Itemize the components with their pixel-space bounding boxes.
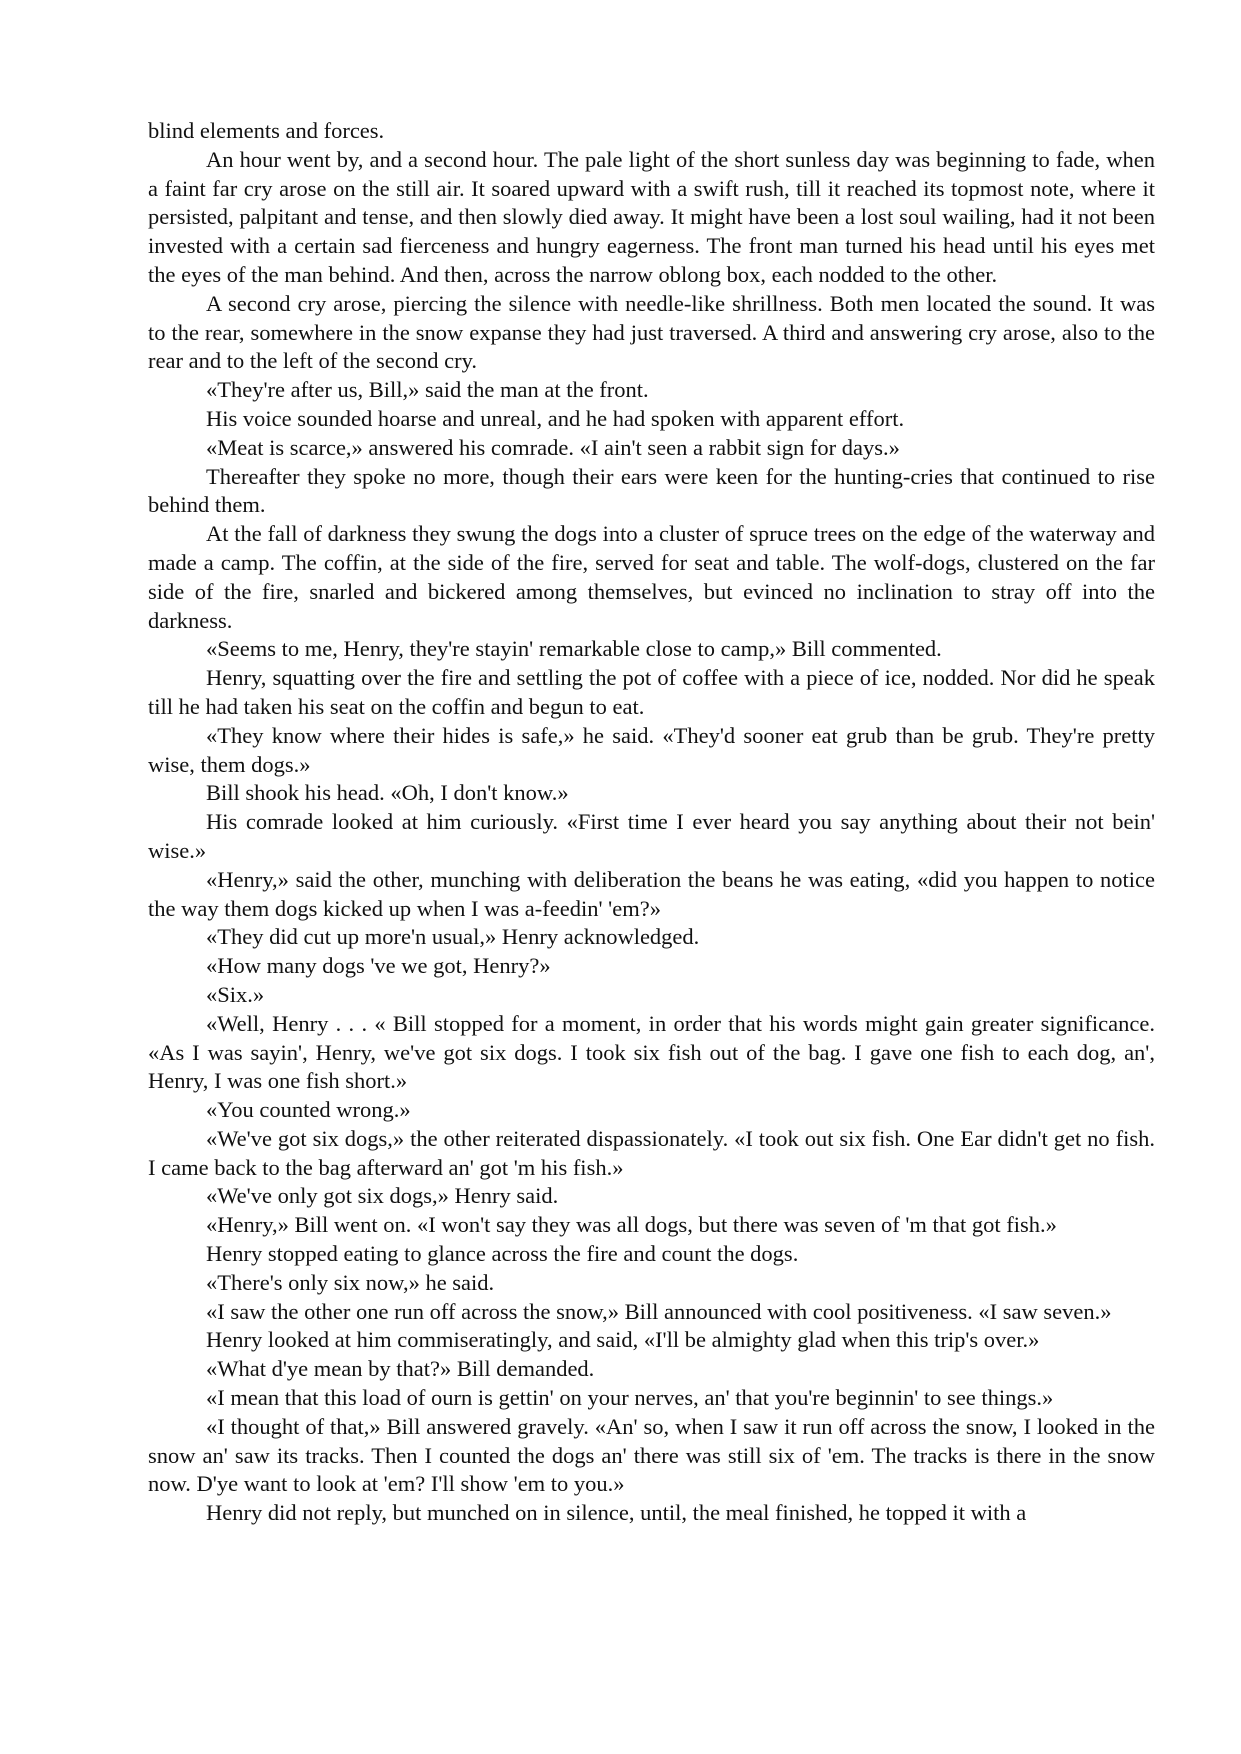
paragraph: «Six.»	[206, 981, 265, 1007]
paragraph: At the fall of darkness they swung the dogs into a cluster of spruce trees on the edge of the waterway and made a camp. The coffin, at the side of the fire, served for seat and table. The wolf-dogs, clustered on the far side of the fire, snarled and bickered among themselves, but evinced no inclination to stray off into the darkness.	[148, 521, 1155, 633]
paragraph: Thereafter they spoke no more, though their ears were keen for the hunting-cries that continued to rise behind them.	[148, 463, 1155, 518]
paragraph: His comrade looked at him curiously. «First time I ever heard you say anything about their not bein' wise.»	[148, 809, 1155, 863]
paragraph: «I saw the other one run off across the snow,» Bill announced with cool positiveness. «I saw seven.»	[206, 1298, 1112, 1324]
paragraph: «Henry,» Bill went on. «I won't say they was all dogs, but there was seven of 'm that got fish.»	[206, 1212, 1057, 1238]
paragraph: «We've only got six dogs,» Henry said.	[206, 1183, 559, 1209]
paragraph: blind elements and forces.	[148, 118, 385, 143]
paragraph: «I thought of that,» Bill answered gravely. «An' so, when I saw it run off across the snow, I looked in the snow an' saw its tracks. Then I counted the dogs an' there was still six of 'em. The tracks is there in the snow now. D'ye want to look at 'em? I'll show 'em to you.»	[148, 1413, 1155, 1497]
paragraph: «Meat is scarce,» answered his comrade. «I ain't seen a rabbit sign for days.»	[206, 434, 900, 460]
paragraph: «You counted wrong.»	[206, 1097, 411, 1123]
paragraph: Bill shook his head. «Oh, I don't know.»	[206, 780, 569, 806]
paragraph: «They did cut up more'n usual,» Henry acknowledged.	[206, 924, 700, 950]
paragraph: «I mean that this load of ourn is gettin' on your nerves, an' that you're beginnin' to see things.»	[206, 1385, 1054, 1411]
paragraph: «What d'ye mean by that?» Bill demanded.	[206, 1356, 595, 1382]
paragraph: «We've got six dogs,» the other reiterated dispassionately. «I took out six fish. One Ear didn't get no fish. I came back to the bag afterward an' got 'm his fish.»	[148, 1125, 1155, 1180]
paragraph: «Well, Henry . . . « Bill stopped for a moment, in order that his words might gain greater significance. «As I was sayin', Henry, we've got six dogs. I took six fish out of the bag. I gave one fish to each dog, an', Henry, I was one fish short.»	[148, 1010, 1155, 1094]
paragraph: «Henry,» said the other, munching with deliberation the beans he was eating, «did you happen to notice the way them dogs kicked up when I was a-feedin' 'em?»	[148, 866, 1155, 921]
paragraph: Henry looked at him commiseratingly, and said, «I'll be almighty glad when this trip's over.»	[206, 1327, 1040, 1353]
page-body	[148, 117, 1155, 1528]
paragraph: His voice sounded hoarse and unreal, and he had spoken with apparent effort.	[206, 405, 905, 431]
paragraph: «They know where their hides is safe,» he said. «They'd sooner eat grub than be grub. They're pretty wise, them dogs.»	[148, 722, 1155, 777]
paragraph: «They're after us, Bill,» said the man at the front.	[206, 377, 649, 403]
paragraph: An hour went by, and a second hour. The pale light of the short sunless day was beginning to fade, when a faint far cry arose on the still air. It soared upward with a swift rush, till it reached its topmost note, where it persisted, palpitant and tense, and then slowly died away. It might have been a lost soul wailing, had it not been invested with a certain sad fierceness and hungry eagerness. The front man turned his head until his eyes met the eyes of the man behind. And then, across the narrow oblong box, each nodded to the other.	[148, 146, 1155, 287]
paragraph: «How many dogs 've we got, Henry?»	[206, 953, 551, 979]
paragraph: Henry stopped eating to glance across the fire and count the dogs.	[206, 1241, 799, 1267]
paragraph: Henry, squatting over the fire and settling the pot of coffee with a piece of ice, nodded. Nor did he speak till he had taken his seat on the coffin and begun to eat.	[148, 665, 1155, 719]
paragraph: Henry did not reply, but munched on in silence, until, the meal finished, he topped it with a	[206, 1500, 1027, 1526]
paragraph: «Seems to me, Henry, they're stayin' remarkable close to camp,» Bill commented.	[206, 636, 942, 662]
paragraph: «There's only six now,» he said.	[206, 1269, 495, 1295]
paragraph: A second cry arose, piercing the silence with needle-like shrillness. Both men located the sound. It was to the rear, somewhere in the snow expanse they had just traversed. A third and answering cry arose, also to the rear and to the left of the second cry.	[148, 290, 1155, 374]
